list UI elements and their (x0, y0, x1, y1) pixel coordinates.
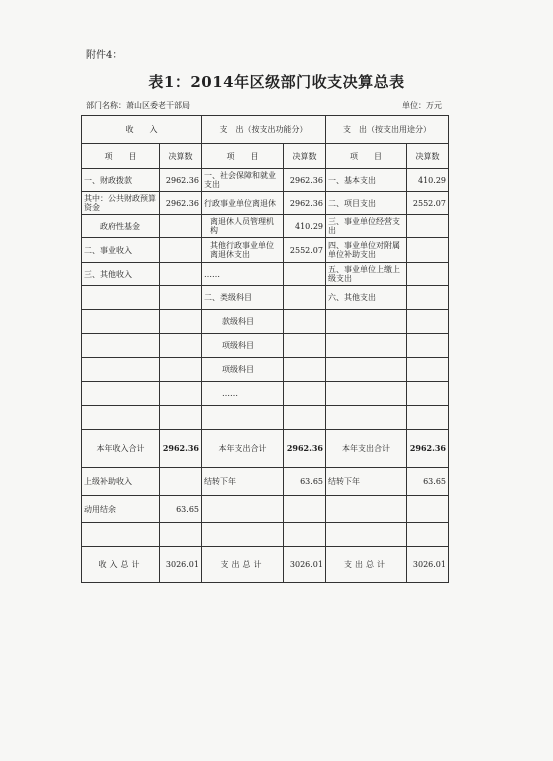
table-cell (407, 406, 449, 430)
table-cell: 本年支出合计 (326, 430, 407, 468)
expense-function-header: 支 出（按支出功能分） (202, 116, 326, 144)
table-cell (160, 406, 202, 430)
table-cell: 项级科目 (202, 334, 284, 358)
table-cell (407, 496, 449, 523)
table-cell: 2552.07 (407, 192, 449, 215)
table-cell: 2962.36 (160, 192, 202, 215)
table-row (82, 263, 449, 286)
header-row (82, 116, 449, 144)
table-cell: …… (202, 382, 284, 406)
table-cell (160, 286, 202, 310)
table-cell (284, 382, 326, 406)
table-row (82, 382, 449, 406)
table-cell (82, 334, 160, 358)
table-cell (284, 310, 326, 334)
table-cell: 2962.36 (160, 169, 202, 192)
table-cell (284, 523, 326, 547)
table-row (82, 358, 449, 382)
department-name: 部门名称：萧山区委老干部局 (86, 101, 190, 110)
year-total-row (82, 430, 449, 468)
table-row (82, 310, 449, 334)
table-row (82, 169, 449, 192)
table-cell: 本年支出合计 (202, 430, 284, 468)
table-cell (407, 310, 449, 334)
table-cell: 2962.36 (284, 192, 326, 215)
table-cell: 五、事业单位上缴上级支出 (326, 263, 407, 286)
table-cell: 其他行政事业单位离退休支出 (202, 238, 284, 263)
table-cell: 63.65 (160, 496, 202, 523)
income-item-header: 项 目 (82, 144, 160, 169)
table-cell: 动用结余 (82, 496, 160, 523)
table-cell (326, 523, 407, 547)
table-row (82, 406, 449, 430)
table-cell (326, 358, 407, 382)
table-cell (407, 334, 449, 358)
page-title: 表1：2014年区级部门收支决算总表 (148, 73, 405, 91)
table-cell: 三、事业单位经营支出 (326, 215, 407, 238)
table-cell: 六、其他支出 (326, 286, 407, 310)
table-cell (160, 523, 202, 547)
table-cell (82, 382, 160, 406)
table-cell: 结转下年 (202, 468, 284, 496)
table-cell (82, 286, 160, 310)
table-cell: 结转下年 (326, 468, 407, 496)
table-cell (284, 286, 326, 310)
table-cell: 款级科目 (202, 310, 284, 334)
table-cell (284, 334, 326, 358)
subheader-row (82, 144, 449, 169)
table-cell: 其中：公共财政预算资金 (82, 192, 160, 215)
table-cell: 2552.07 (284, 238, 326, 263)
table-cell: 离退休人员管理机构 (202, 215, 284, 238)
table-cell: 收入总计 (82, 547, 160, 583)
use-item-header: 项 目 (326, 144, 407, 169)
table-cell (407, 238, 449, 263)
income-amount-header: 决算数 (160, 144, 202, 169)
table-cell (202, 523, 284, 547)
table-cell (326, 496, 407, 523)
table-cell: 三、其他收入 (82, 263, 160, 286)
table-cell (160, 468, 202, 496)
table-row (82, 215, 449, 238)
budget-summary-table (81, 115, 449, 583)
table-row (82, 286, 449, 310)
table-cell: 2962.36 (160, 430, 202, 468)
table-row (82, 468, 449, 496)
attachment-label: 附件4： (86, 50, 123, 61)
function-item-header: 项 目 (202, 144, 284, 169)
table-cell: 项级科目 (202, 358, 284, 382)
table-cell: 410.29 (407, 169, 449, 192)
table-cell: …… (202, 263, 284, 286)
table-cell: 2962.36 (284, 169, 326, 192)
table-cell (160, 334, 202, 358)
table-cell (326, 406, 407, 430)
table-cell (202, 496, 284, 523)
table-cell (160, 263, 202, 286)
table-cell: 二、事业收入 (82, 238, 160, 263)
table-cell (326, 310, 407, 334)
table-cell (284, 263, 326, 286)
table-row (82, 523, 449, 547)
unit-label: 单位：万元 (402, 101, 442, 110)
table-cell: 本年收入合计 (82, 430, 160, 468)
table-cell (326, 382, 407, 406)
table-cell (160, 238, 202, 263)
table-cell: 410.29 (284, 215, 326, 238)
table-cell: 一、财政拨款 (82, 169, 160, 192)
table-cell: 政府性基金 (82, 215, 160, 238)
table-cell: 二、项目支出 (326, 192, 407, 215)
table-cell: 3026.01 (160, 547, 202, 583)
table-cell (160, 358, 202, 382)
table-cell (160, 382, 202, 406)
table-body (82, 116, 449, 583)
income-header: 收 入 (82, 116, 202, 144)
table-cell (82, 523, 160, 547)
table-cell: 63.65 (407, 468, 449, 496)
table-row (82, 334, 449, 358)
table-cell: 2962.36 (284, 430, 326, 468)
table-cell: 一、基本支出 (326, 169, 407, 192)
table-row (82, 496, 449, 523)
table-cell: 四、事业单位对附属单位补助支出 (326, 238, 407, 263)
table-cell: 一、社会保障和就业支出 (202, 169, 284, 192)
table-cell: 二、类级科目 (202, 286, 284, 310)
grand-total-row (82, 547, 449, 583)
table-cell: 2962.36 (407, 430, 449, 468)
table-cell (407, 523, 449, 547)
table-cell: 上级补助收入 (82, 468, 160, 496)
table-cell (82, 358, 160, 382)
table-cell (407, 263, 449, 286)
table-row (82, 192, 449, 215)
table-cell (82, 310, 160, 334)
table-cell (160, 310, 202, 334)
table-cell (407, 215, 449, 238)
use-amount-header: 决算数 (407, 144, 449, 169)
table-cell (284, 406, 326, 430)
table-cell: 63.65 (284, 468, 326, 496)
table-row (82, 238, 449, 263)
table-cell (407, 358, 449, 382)
table-cell (407, 286, 449, 310)
table-cell (326, 334, 407, 358)
table-cell (407, 382, 449, 406)
table-cell: 3026.01 (407, 547, 449, 583)
table-cell (160, 215, 202, 238)
expense-use-header: 支 出（按支出用途分） (326, 116, 449, 144)
table-cell: 支出总计 (326, 547, 407, 583)
table-cell: 3026.01 (284, 547, 326, 583)
table-cell: 行政事业单位离退休 (202, 192, 284, 215)
function-amount-header: 决算数 (284, 144, 326, 169)
table-cell (82, 406, 160, 430)
table-cell (284, 496, 326, 523)
table-cell (202, 406, 284, 430)
table-cell (284, 358, 326, 382)
table-cell: 支出总计 (202, 547, 284, 583)
